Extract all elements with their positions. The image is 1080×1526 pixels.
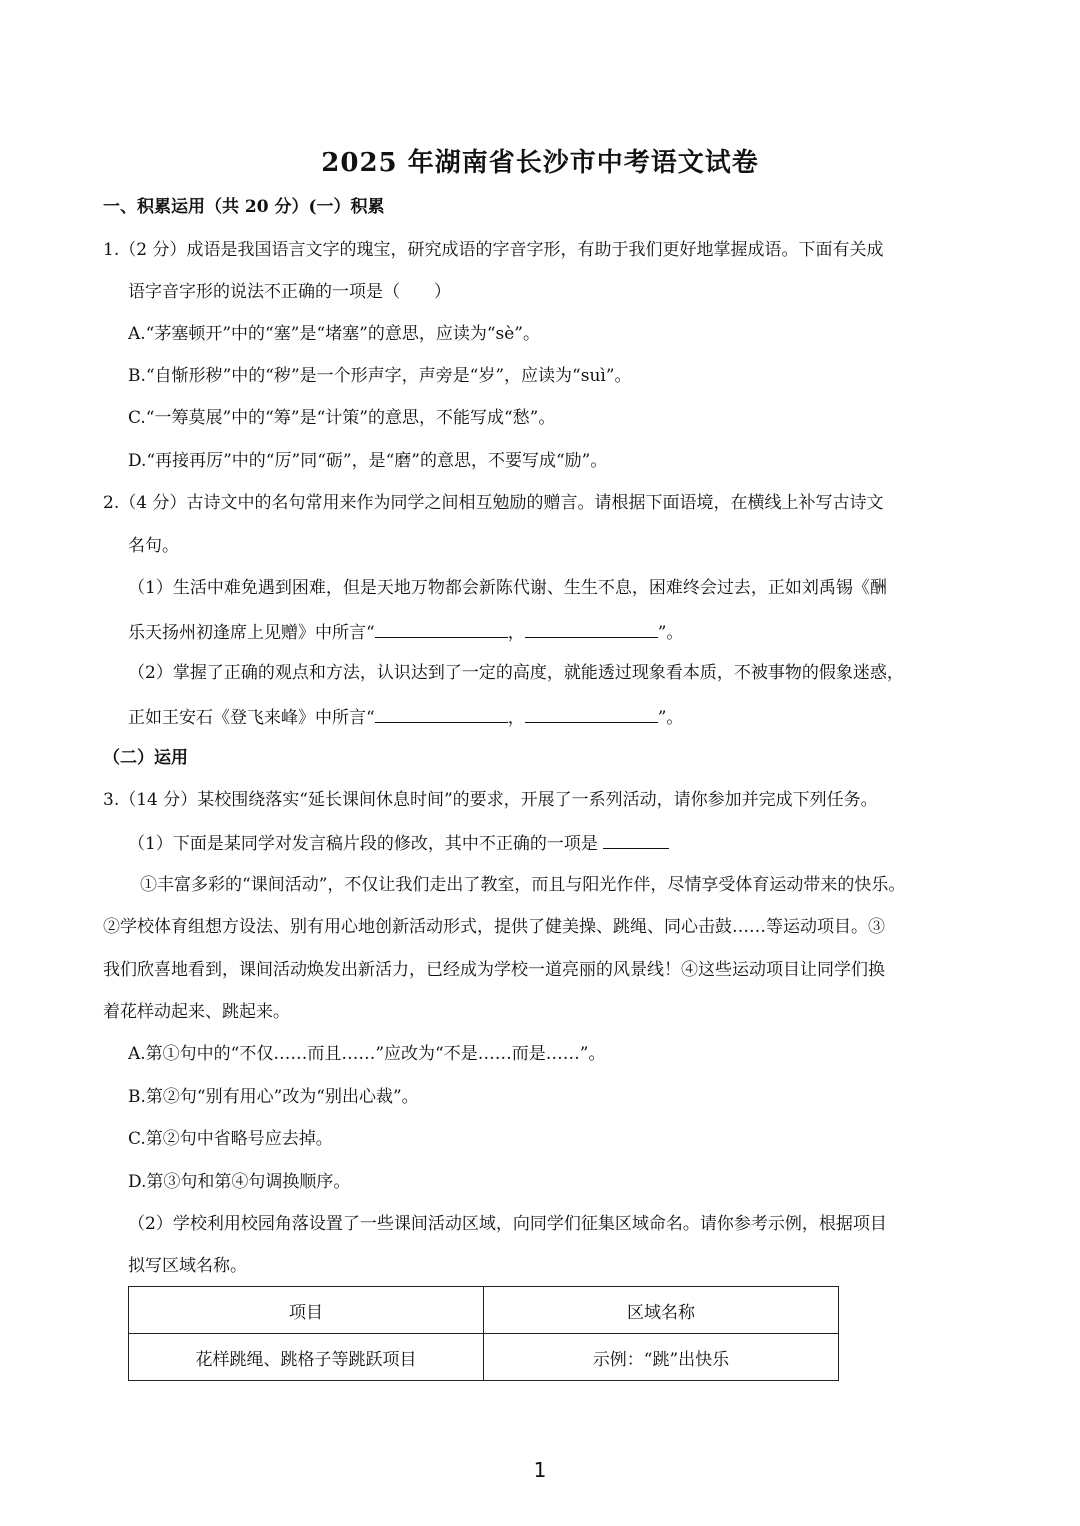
table-header-cell: 项目 — [129, 1287, 484, 1334]
q3-sub1 — [128, 830, 669, 856]
q3-passage-line3: 我们欣喜地看到，课间活动焕发出新活力，已经成为学校一道亮丽的风景线！④这些运动项目让同学们换 — [103, 960, 885, 980]
q1-option-d: D.“再接再厉”中的“厉”同“砺”，是“磨”的意思，不要写成“励”。 — [128, 451, 608, 471]
q3-sub2-line1: （2）学校利用校园角落设置了一些课间活动区域，向同学们征集区域命名。请你参考示例，根据项目 — [128, 1214, 887, 1234]
close-quote: ”。 — [657, 623, 684, 643]
answer-blank[interactable] — [525, 619, 658, 638]
q1-option-b: B.“自惭形秽”中的“秽”是一个形声字，声旁是“岁”，应读为“suì”。 — [128, 366, 632, 386]
q3-passage-line1: ①丰富多彩的“课间活动”，不仅让我们走出了教室，而且与阳光作伴，尽情享受体育运动带来的快乐。 — [140, 875, 906, 895]
q2-sub1-line2 — [128, 619, 683, 645]
q3-option-a: A.第①句中的“不仅……而且……”应改为“不是……而是……”。 — [128, 1044, 606, 1064]
answer-blank[interactable] — [375, 704, 508, 723]
section1-heading: 一、积累运用（共 20 分）(一）积累 — [103, 197, 385, 217]
q2-sub1-line1: （1）生活中难免遇到困难，但是天地万物都会新陈代谢、生生不息，困难终会过去，正如刘禹锡《酬 — [128, 578, 887, 598]
table-header-row — [129, 1287, 839, 1334]
q3-passage-line2: ②学校体育组想方设法、别有用心地创新活动形式，提供了健美操、跳绳、同心击鼓……等运动项目。③ — [103, 917, 885, 937]
q3-sub1-text: （1）下面是某同学对发言稿片段的修改，其中不正确的一项是 — [128, 834, 598, 854]
naming-table — [128, 1286, 839, 1381]
section2-heading: （二）运用 — [103, 748, 188, 768]
q2-stem-line1: 2.（4 分）古诗文中的名句常用来作为同学之间相互勉励的赠言。请根据下面语境，在横线上补写古诗文 — [103, 493, 884, 513]
table-header-cell: 区域名称 — [484, 1287, 839, 1334]
q1-option-c: C.“一筹莫展”中的“筹”是“计策”的意思，不能写成“愁”。 — [128, 408, 556, 428]
answer-blank[interactable] — [525, 704, 658, 723]
answer-blank[interactable] — [375, 619, 508, 638]
comma: ， — [507, 708, 525, 728]
q2-sub2-prefix: 正如王安石《登飞来峰》中所言“ — [128, 708, 375, 728]
table-cell: 示例：“跳”出快乐 — [484, 1334, 839, 1381]
q2-sub2-line1: （2）掌握了正确的观点和方法，认识达到了一定的高度，就能透过现象看本质，不被事物的假象迷惑， — [128, 663, 904, 683]
close-quote: ”。 — [657, 708, 684, 728]
q2-stem-line2: 名句。 — [128, 536, 179, 556]
page-title: 2025 年湖南省长沙市中考语文试卷 — [321, 148, 759, 178]
table-cell: 花样跳绳、跳格子等跳跃项目 — [129, 1334, 484, 1381]
table-row — [129, 1334, 839, 1381]
q3-option-b: B.第②句“别有用心”改为“别出心裁”。 — [128, 1087, 419, 1107]
q1-stem-line1: 1.（2 分）成语是我国语言文字的瑰宝，研究成语的字音字形，有助于我们更好地掌握成语。下面有关成 — [103, 240, 884, 260]
answer-blank[interactable] — [603, 830, 669, 849]
page-number: 1 — [533, 1458, 547, 1482]
q2-sub1-prefix: 乐天扬州初逢席上见赠》中所言“ — [128, 623, 375, 643]
q3-passage-line4: 着花样动起来、跳起来。 — [103, 1002, 290, 1022]
q3-option-c: C.第②句中省略号应去掉。 — [128, 1129, 333, 1149]
q3-option-d: D.第③句和第④句调换顺序。 — [128, 1172, 351, 1192]
q1-stem-line2: 语字音字形的说法不正确的一项是（ ） — [128, 282, 451, 302]
q3-sub2-line2: 拟写区域名称。 — [128, 1256, 247, 1276]
comma: ， — [507, 623, 525, 643]
q2-sub2-line2 — [128, 704, 683, 730]
q1-option-a: A.“茅塞顿开”中的“塞”是“堵塞”的意思，应读为“sè”。 — [128, 324, 540, 344]
q3-stem-line1: 3.（14 分）某校围绕落实“延长课间休息时间”的要求，开展了一系列活动，请你参加并完成下列任务。 — [103, 790, 878, 810]
